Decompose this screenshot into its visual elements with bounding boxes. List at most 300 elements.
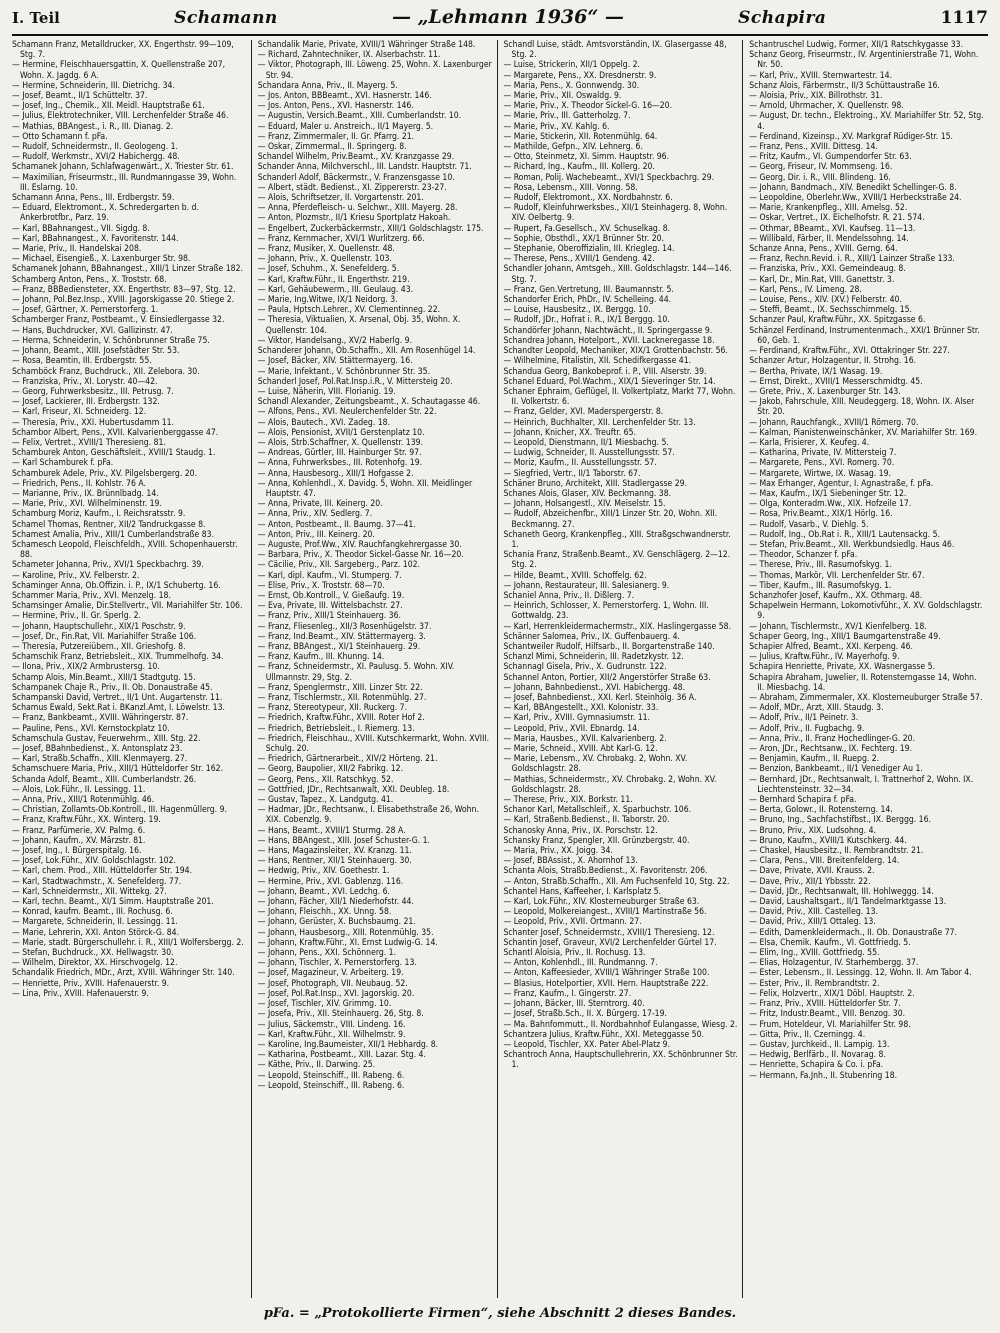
- directory-entry: — Bernhard, JDr., Rechtsanwalt, I. Trattnerhof 2, Wohn. IX. Liechtensteinstr. 32—34.: [749, 774, 974, 795]
- directory-entry: — Marie, Priv., XV. Kahlg. 6.: [503, 121, 610, 132]
- directory-entry: — Franz, Tischlermstr., XII. Rotenmühlg. 27.: [257, 693, 427, 703]
- directory-entry: — Luise, Näherin, VIII. Florianig. 19.: [257, 386, 396, 397]
- directory-entry: — Andreas, Gürtler, III. Hainburger Str. 97.: [257, 448, 422, 459]
- directory-entry: Schannagl Gisela, Priv., X. Gudrunstr. 122.: [503, 662, 667, 673]
- directory-entry: — Theresia, Priv., XXI. Hubertusdamm 11.: [12, 417, 175, 428]
- directory-entry: — Franz, Kaufm., I. Gingerstr. 27.: [503, 988, 632, 999]
- directory-entry: — Konrad, kaufm. Beamt., III. Rochusg. 6.: [12, 907, 173, 918]
- directory-entry: — Mathias, BBAngest., i. R., III. Dianag. 2.: [12, 121, 174, 132]
- directory-entry: — Josefa, Priv., XII. Steinhauerg. 26, Stg. 8.: [257, 1009, 424, 1020]
- directory-entry: — Johann, Holsangestl., XIV. Meiselstr. 15.: [503, 499, 666, 510]
- directory-entry: — Rudolf, Elektromont., XX. Nordbahnstr. 6.: [503, 193, 673, 204]
- directory-entry: — Maximilian, Friseurmstr., III. Rundmanngasse 39, Wohn. III. Eslarng. 10.: [12, 172, 237, 193]
- directory-entry: — Johann, Rauchfangk., XVIII/1 Römerg. 70.: [749, 417, 919, 428]
- directory-entry: — Franziska, Priv., XXI. Gemeindeaug. 8.: [749, 264, 906, 275]
- header-rule: [12, 34, 988, 36]
- directory-entry: Schaminger Anna, Ob.Offizin. i. P., IX/1 Schubertg. 16.: [12, 580, 221, 591]
- directory-entry: Schamböck Franz, Buchdruck., XII. Zelebora. 30.: [12, 366, 200, 377]
- page-header: [12, 6, 988, 32]
- directory-entry: — Rosa, Priv.Beamt., XIX/1 Hörlg. 16.: [749, 509, 893, 520]
- directory-entry: — Richard, Zahntechniker, IX. Alserbachstr. 11.: [257, 50, 441, 61]
- directory-entry: Schanderl Adolf, Bäckermstr., V. Franzensgasse 10.: [257, 172, 455, 183]
- directory-entry: — Marie, Lebensm., XV. Chrobakg. 2, Wohn. XV. Goldschlagstr. 28.: [503, 754, 688, 775]
- footer-note: pFa. = „Protokollierte Firmen“, siehe Abschnitt 2 dieses Bandes.: [263, 1306, 737, 1321]
- directory-entry: — Franz, Fliesenleg., XII/3 Rosenhügelstr. 37.: [257, 621, 432, 632]
- directory-entry: — Hermann, Fa.Jnh., II. Stubenring 18.: [749, 1070, 898, 1081]
- directory-entry: — Bertha, Private, IX/1 Wasag. 19.: [749, 366, 883, 377]
- directory-entry: Schamschuere Maria, Priv., XIII/1 Hütteldorfer Str. 162.: [12, 764, 224, 775]
- directory-entry: — Bruno, Priv., XIX. Ludsohng. 4.: [749, 825, 876, 836]
- directory-entry: — Karoline, Priv., XV. Felberstr. 2.: [12, 570, 140, 581]
- directory-entry: — Anna, Fuhrwerksbes., III. Rotenhofg. 19.: [257, 458, 423, 469]
- directory-entry: — Jakob, Fahrschule, XIII. Neudeggerg. 18, Wohn. IX. Alser Str. 20.: [749, 397, 975, 418]
- column-3: [504, 40, 744, 1298]
- directory-entry: — Margarete, Wirtwe, IX. Wasag. 19.: [749, 468, 891, 479]
- directory-entry: — Rudolf, Kleinfuhrwerksbes., XII/1 Steinhagerg. 8, Wohn. XIV. Oelbertg. 9.: [503, 203, 728, 224]
- directory-entry: — Theresia, Viktualien, X. Arsenal, Obj. 35, Wohn. X. Quellenstr. 104.: [257, 315, 461, 336]
- directory-entry: — Franz, Bankbeamt., XVIII. Währingerstr. 87.: [12, 713, 189, 724]
- directory-entry: — Johann, Fächer, XII/1 Niederhofstr. 44.: [257, 897, 414, 908]
- directory-entry: — Henriette, Schapira & Co. i. pFa.: [749, 1060, 884, 1071]
- directory-entry: Schapelwein Hermann, Lokomotivführ., X. XV. Goldschlagstr. 9.: [749, 601, 983, 622]
- directory-entry: — Ernst, Direkt., XVIII/1 Messerschmidtg. 45.: [749, 376, 923, 387]
- directory-entry: — Jos. Anton, Pens., XVI. Hasnerstr. 146.: [257, 101, 414, 112]
- directory-entry: — Hans, Magazinsleiter, XV. Kranzg. 11.: [257, 846, 412, 857]
- directory-entry: Schandara Anna, Priv., II. Mayerg. 5.: [257, 80, 398, 91]
- directory-entry: — Josef, Bahnbedienst., XXI. Kerl. Steinhölg. 36 A.: [503, 693, 697, 703]
- directory-entry: Schapier Alfred, Beamt., XXI. Kerpeng. 46.: [749, 641, 913, 652]
- directory-entry: — Anna, Hausbesorg., XIII/1 Hofgasse 2.: [257, 468, 414, 479]
- directory-entry: — Josef, Photograph, VII. Neubaug. 52.: [257, 978, 408, 989]
- directory-entry: — Elsa, Chemik. Kaufm., VI. Gottfriedg. 5.: [749, 937, 911, 948]
- directory-entry: — Hermine, Fleischhauersgattin, X. Quellenstraße 207, Wohn. X. Jagdg. 6 A.: [12, 60, 226, 81]
- directory-entry: — Jos. Anton, BBBeamt., XVI. Hasnerstr. 146.: [257, 91, 432, 102]
- directory-entry: — Eva, Private, III. Wittelsbachstr. 27.: [257, 601, 403, 612]
- directory-entry: — Josef, Bäcker, XIV. Stättermayerg. 16.: [257, 356, 413, 367]
- directory-entry: — Johann, Tischlermstr., XV/1 Kienfelberg. 18.: [749, 621, 927, 632]
- directory-entry: — Karl, Kraftw.Führ., XII. Wilhelmstr. 9.: [257, 1029, 406, 1040]
- directory-entry: — Paula, Hptsch.Lehrer., XV. Clementinneg. 22.: [257, 305, 441, 316]
- directory-entry: Schamschula Gustav, Feuerwehrm., XIII. Stg. 22.: [12, 733, 201, 744]
- directory-entry: — Viktor, Photograph, III. Löweng. 25, Wohn. X. Laxenburger Str. 94.: [257, 60, 492, 81]
- directory-entry: — Karl, chem. Prod., XIII. Hütteldorfer Str. 194.: [12, 866, 193, 877]
- directory-entry: — Kalman, Pianistenweinschänker, XV. Mariahilfer Str. 169.: [749, 427, 978, 438]
- directory-entry: — Johann, Hausbesorg., XIII. Rotenmühlg. 35.: [257, 927, 434, 938]
- directory-entry: — Leopold, Priv., XVII. Ebnardg. 14.: [503, 723, 640, 734]
- directory-entry: Schandorfer Erich, PhDr., IV. Schelleing. 44.: [503, 295, 672, 306]
- directory-entry: — Benzion, Bankbeamt., II/1 Venediger Au 1.: [749, 764, 923, 775]
- directory-entry: — Käthe, Priv., II. Darwing. 25.: [257, 1060, 376, 1071]
- directory-entry: — Engelbert, Zuckerbäckermstr., XIII/1 Goldschlagstr. 175.: [257, 223, 484, 234]
- directory-entry: — Gottfried, JDr., Rechtsanwalt, XXI. Deubleg. 18.: [257, 784, 450, 795]
- directory-entry: — Karl, Schneidermstr., XII. Wittekg. 27.: [12, 886, 167, 897]
- directory-entry: Schamus Ewald, Sekt.Rat i. BKanzl.Amt, I. Löwelstr. 13.: [12, 703, 225, 714]
- directory-entry: — Frum, Hoteldeur, VI. Mariahilfer Str. 98.: [749, 1019, 911, 1030]
- directory-entry: — Ma. Bahnfommutt., II. Nordbahnhof Eulangasse, Wiesg. 2.: [503, 1019, 738, 1030]
- directory-entry: Schamann Franz, Metalldrucker, XX. Engerthstr. 99—109, Stg. 7.: [12, 40, 234, 61]
- directory-entry: — Thomas, Markör, VII. Lerchenfelder Str. 67.: [749, 570, 925, 581]
- directory-entry: Schanel Eduard, Pol.Wachm., XIX/1 Sieveringer Str. 14.: [503, 376, 716, 387]
- directory-entry: — Johann, Pens., XXI. Schönnerg. 1.: [257, 948, 397, 959]
- directory-entry: — Leopoldine, Oberlehr.Ww., XVIII/1 Herbeckstraße 24.: [749, 193, 962, 204]
- directory-entry: — Siegfried, Vertr., II/1 Taborstr. 67.: [503, 468, 641, 479]
- directory-entry: — Bernhard Schapira f. pFa.: [749, 795, 857, 806]
- directory-entry: Schambor Albert, Pens., XVII. Kalvarienberggasse 47.: [12, 427, 219, 438]
- directory-entry: — Katharina, Postbeamt., XIII. Lazar. Stg. 4.: [257, 1050, 426, 1061]
- directory-entry: — Eduard, Elektromont., X. Schredergarten b. d. Ankerbrotfbr., Parz. 19.: [12, 203, 199, 224]
- directory-entry: — Roman, Polij. Wachebeamt., XVI/1 Speckbachrg. 29.: [503, 172, 715, 183]
- directory-entry: — Karl, BBAngestellt., XXI. Kolonistr. 33.: [503, 703, 659, 714]
- directory-entry: — Johann, Pol.Bez.Insp., XVIII. Jagorskigasse 20. Stiege 2.: [12, 295, 235, 306]
- directory-entry: Schandalik Marie, Private, XVIII/1 Währinger Straße 148.: [257, 40, 476, 50]
- directory-entry: — Rudolf, Schneidermstr., II. Geologeng. 1.: [12, 142, 178, 153]
- directory-entry: — Adolf, Priv., II. Fugbachg. 9.: [749, 723, 865, 734]
- directory-entry: — Leopold, Dienstmann, II/1 Miesbachg. 5.: [503, 437, 669, 448]
- directory-entry: — Sophie, Obsthdl., XX/1 Brünner Str. 20.: [503, 233, 664, 244]
- directory-entry: Schaniel Anna, Priv., II. Dißlerg. 7.: [503, 590, 635, 601]
- directory-entry: — Hilde, Beamt., XVIII. Schoffelg. 62.: [503, 570, 647, 581]
- directory-entry: — Karoline, Ing.Baumeister, XII/1 Hebhardg. 8.: [257, 1039, 439, 1050]
- directory-entry: Schänner Salomea, Priv., IX. Guffenbauerg. 4.: [503, 631, 680, 642]
- directory-entry: Schaneth Georg, Krankenpfleg., XIII. Straßgschwandnerstr. 1.: [503, 529, 731, 550]
- last-surname: Schapira: [738, 8, 827, 28]
- directory-entry: — Anna, Priv., XIII/1 Rotenmühlg. 46.: [12, 795, 155, 806]
- directory-entry: — Johann, Priv., X. Quellenstr. 103.: [257, 254, 392, 265]
- directory-entry: — Josef, Gärtner, X. Pernerstorferg. 1.: [12, 305, 159, 316]
- directory-entry: — Max Erhanger, Agentur, I. Agnastraße, f. pFa.: [749, 478, 934, 489]
- directory-entry: — Othmar, BBeamt., XVI. Kaufseg. 11—13.: [749, 223, 916, 234]
- directory-entry: — Augustin, Versich.Beamt., XIII. Cumberlandstr. 10.: [257, 111, 462, 122]
- directory-entry: — Abraham, Zimmermaler, XX. Klosterneuburger Straße 57.: [749, 693, 983, 703]
- directory-entry: — Christian, Zollamts-Ob.Kontroll., III. Hagenmüllerg. 9.: [12, 805, 227, 816]
- directory-entry: — Tiber, Kaufm., III. Rasumofskyg. 1.: [749, 580, 892, 591]
- directory-entry: — Fritz, Kaufm., VI. Gumpendorfer Str. 63.: [749, 152, 912, 163]
- directory-entry: — Michael, Eisengieß., X. Laxenburger Str. 98.: [12, 254, 191, 265]
- directory-entry: Schanderl Josef, Pol.Rat.Insp.i.R., V. Mittersteig 20.: [257, 376, 453, 387]
- directory-entry: — Bruno, Ing., Sachfachstifbst., IX. Berggg. 16.: [749, 815, 931, 826]
- directory-entry: — Maria, Pens., X. Gonnwendg. 30.: [503, 80, 640, 91]
- directory-entry: — Therese, Pens., XVIII/1 Gendeng. 42.: [503, 254, 655, 265]
- directory-entry: — Josef, BBAssist., X. Ahornhof 13.: [503, 856, 638, 867]
- directory-entry: — Josef, Pol.Rat.Insp., XVI. Jagorskig. 20.: [257, 988, 415, 999]
- directory-entry: — Marie, Lehrerin, XXI. Anton Störck-G. 84.: [12, 927, 180, 938]
- directory-entry: — Theresia, Putzereiübern., XII. Grieshofg. 8.: [12, 641, 186, 652]
- directory-entry: Schandl Alexander, Zeitungsbeamt., X. Schautagasse 46.: [257, 397, 481, 408]
- directory-entry: — Margarete, Pens., XX. Dresdnerstr. 9.: [503, 70, 657, 81]
- part-label: I. Teil: [12, 9, 60, 27]
- directory-entry: — Hans, Buchdrucker, XVI. Gallizinstr. 47.: [12, 325, 173, 336]
- directory-entry: — Heinrich, Buchhalter, XII. Lerchenfelder Str. 13.: [503, 417, 696, 428]
- directory-entry: — Julius, Kraftw.Führ., IV. Mayerhofg. 9.: [749, 652, 900, 663]
- directory-entry: — Franz, Pens., XVIII. Dittesg. 14.: [749, 142, 878, 153]
- directory-entry: — Franz, Zimmermaler, II. Gr. Pfarrg. 21.: [257, 131, 415, 142]
- directory-entry: — Rosa, Lebensm., XIII. Vonng. 58.: [503, 182, 638, 193]
- directory-entry: — Mathilde, Gefpn., XIV. Lehnerg. 6.: [503, 142, 643, 153]
- directory-entry: — Ester, Priv., II. Rembrandtstr. 2.: [749, 978, 880, 989]
- directory-entry: — Anna, Private, III. Keinerg. 20.: [257, 499, 383, 510]
- directory-entry: Schanz Alois, Färbermstr., II/3 Schüttaustraße 16.: [749, 80, 940, 91]
- directory-entry: Schandel Wilhelm, Priv.Beamt., XV. Kranzgasse 29.: [257, 152, 455, 163]
- directory-entry: Schanderer Johann, Ob.Schaffn., XII. Am Rosenhügel 14.: [257, 346, 476, 357]
- directory-entry: — Friedrich, Fleischhau., XVIII. Kutschkermarkt, Wohn. XVIII. Schulg. 20.: [257, 733, 490, 755]
- directory-entry: — Anton, Kaffeesieder, XVIII/1 Währinger Straße 100.: [503, 968, 710, 979]
- directory-entry: — Friedrich, Betriebsleit., I. Riemerg. 13.: [257, 723, 415, 734]
- directory-entry: — Johann, Beamt., XIII. Josefstädter Str. 53.: [12, 346, 180, 357]
- directory-entry: — Franz, Spenglermstr., XIII. Linzer Str. 22.: [257, 682, 423, 693]
- directory-entry: Schanzl Mimi, Schneiderin, III. Radetzkystr. 12.: [503, 652, 684, 663]
- directory-entry: — Fritz, Industr.Beamt., VIII. Benzog. 30.: [749, 1009, 906, 1020]
- directory-entry: Schamburek Adele, Priv., XV. Pilgelsbergerg. 20.: [12, 468, 198, 479]
- directory-entry: — Olga, Konteradm.Ww., XIX. Hofzeile 17.: [749, 499, 912, 510]
- directory-entry: — Josef, Ing., Chemik., XII. Meidl. Hauptstraße 61.: [12, 101, 205, 112]
- directory-entry: Schampanski David, Vertret., II/1 Unt. Augartenstr. 11.: [12, 693, 223, 703]
- directory-entry: — Dave, Priv., XII/1 Ybbsstr. 22.: [749, 876, 871, 887]
- directory-entry: — Franz, Parfümerie, XV. Palmg. 6.: [12, 825, 146, 836]
- directory-entry: — Franz, Priv., XVIII. Hütteldorfer Str. 7.: [749, 999, 901, 1010]
- directory-entry: — Marie, Ing.Witwe, IX/1 Neidorg. 3.: [257, 295, 398, 306]
- directory-entry: — Julius, Elektrotechniker, VIII. Lerchenfelder Straße 46.: [12, 111, 229, 122]
- directory-entry: Schäner Bruno, Architekt, XIII. Stadlergasse 29.: [503, 478, 688, 489]
- directory-entry: — Josef, Schuhm., X. Senefelderg. 5.: [257, 264, 400, 275]
- column-2: [258, 40, 498, 1298]
- directory-entry: — Auguste, Prof.Ww., XIV. Rauchfangkehrergasse 30.: [257, 539, 462, 550]
- directory-entry: Schanosky Anna, Priv., IX. Porschstr. 12.: [503, 825, 658, 836]
- directory-entry: — Marianne, Priv., IX. Brünnlbadg. 14.: [12, 488, 159, 499]
- directory-entry: — Franz, Gelder, XVI. Maderspergerstr. 8.: [503, 407, 664, 418]
- directory-entry: — Marie, Priv., X. Theodor Sickel-G. 16—20.: [503, 101, 673, 112]
- directory-entry: — Barbara, Priv., X. Theodor Sickel-Gasse Nr. 16—20.: [257, 550, 464, 561]
- directory-entry: — Franz, Ind.Beamt., XIV. Stättermayerg. 3.: [257, 631, 426, 642]
- directory-entry: — Julius, Säckemstr., VIII. Lindeng. 16.: [257, 1019, 406, 1030]
- directory-entry: Schantroch Anna, Hauptschullehrerin, XX. Schönbrunner Str. 1.: [503, 1050, 738, 1071]
- directory-entry: — Franz, Stereotypeur, XII. Ruckerg. 7.: [257, 703, 408, 714]
- directory-entry: — Oskar, Vertret., IX. Eichelhofstr. R. 21. 574.: [749, 213, 925, 224]
- directory-entry: — Stefan, Priv.Beamt., XII. Werkbundsiedlg. Haus 46.: [749, 539, 955, 550]
- directory-entry: — Adolf, MDr., Arzt, XIII. Staudg. 3.: [749, 703, 884, 714]
- directory-entry: — Heinrich, Schlosser, X. Pernerstorferg. 1, Wohn. III. Gottwaldg. 23.: [503, 601, 709, 622]
- directory-entry: Schamburek Anton, Geschäftsleit., XVIII/1 Staudg. 1.: [12, 448, 216, 459]
- directory-entry: — Franz, Kernmacher, XVI/1 Wurlitzerg. 66.: [257, 233, 425, 244]
- directory-entry: Schamberger Franz, Postbeamt., V. Einsiedlergasse 32.: [12, 315, 225, 326]
- directory-entry: — Hadmar, JDr., Rechtsanw., I. Elisabethstraße 26, Wohn. XIX. Cobenzlg. 9.: [257, 805, 479, 826]
- directory-entry: Schamanek Johann, BBahnangest., XIII/1 Linzer Straße 182.: [12, 264, 243, 275]
- directory-entry: — Otto Schamann f. pFa.: [12, 131, 108, 142]
- directory-entry: Schandler Johann, Amtsgeh., XIII. Goldschlagstr. 144—146. Stg. 7.: [503, 264, 732, 285]
- directory-entry: — Hedwig, Berlfärb., II. Novarag. 8.: [749, 1050, 886, 1061]
- directory-entry: — Rudolf, Vasarb., V. Diehlg. 5.: [749, 519, 869, 530]
- directory-entry: — Louise, Pens., XIV. (XV.) Felberstr. 40.: [749, 295, 902, 306]
- directory-entry: — Leopold, Molkereiangest., XVIII/1 Martinstraße 56.: [503, 907, 707, 918]
- directory-entry: — Pauline, Pens., XVI. Kernstockplatz 10.: [12, 723, 170, 734]
- directory-entry: — Wilhelm, Direktor, XX. Hirschvogelg. 12.: [12, 958, 178, 969]
- directory-entry: Schander Anna, Milchverschl., III. Landstr. Hauptstr. 71.: [257, 162, 472, 173]
- directory-entry: — Josef, Straßb.Sch., II. X. Bürgerg. 17-19.: [503, 1009, 667, 1020]
- directory-entry: — Clara, Pens., VIII. Breitenfelderg. 14.: [749, 856, 900, 867]
- directory-entry: — Herma, Schneiderin, V. Schönbrunner Straße 75.: [12, 335, 210, 346]
- directory-entry: — Georg, Fuhrwerksbesitz., III. Petrusg. 7.: [12, 386, 174, 397]
- directory-entry: Schandua Georg, Bankobeprof. i. P., VIII. Alserstr. 39.: [503, 366, 707, 377]
- directory-entry: — Blasius, Hotelportier, XVII. Hern. Hauptstraße 222.: [503, 978, 709, 989]
- directory-entry: — Johann, Bäcker, III. Sterntrorg. 40.: [503, 999, 645, 1010]
- directory-entry: — Willibald, Färber, II. Mendelssohng. 14.: [749, 233, 909, 244]
- directory-entry: — Franz, Rechn.Revid. i. R., XIII/1 Lainzer Straße 133.: [749, 254, 955, 265]
- directory-entry: — Marie, Priv., III. Gatterholzg. 7.: [503, 111, 631, 122]
- directory-entry: — Ester, Lebensm., II. Lessingg. 12, Wohn. II. Am Tabor 4.: [749, 968, 972, 979]
- directory-entry: — Karl, Friseur, XI. Schneiderg. 12.: [12, 407, 147, 418]
- directory-entry: — Maria, Hausbes., XVII. Kalvarienberg. 2.: [503, 733, 667, 744]
- directory-entry: — Max, Kaufm., IX/1 Siebeninger Str. 12.: [749, 488, 907, 499]
- directory-entry: — Wilhelmine, Fitalistin, XII. Schedifkergasse 41.: [503, 356, 692, 367]
- directory-entry: — Maria, Priv., XX. Joigg. 34.: [503, 846, 613, 857]
- directory-entry: — Theodor, Schanzer f. pFa.: [749, 550, 858, 561]
- directory-entry: Schantel Hans, Kaffeeher, I. Karlsplatz 5.: [503, 886, 662, 897]
- directory-entry: — Johann, Kraftw.Führ., XI. Ernst Ludwig-G. 14.: [257, 937, 438, 948]
- directory-entry: — Henriette, Priv., XVIII. Hafenauerstr. 9.: [12, 978, 170, 989]
- page-number: 1117: [940, 8, 988, 28]
- directory-entry: Schamann Anna, Pens., III. Erdbergstr. 59.: [12, 193, 175, 204]
- directory-entry: — Anton, Plozmstr., II/1 Kriesu Sportplatz Hakoah.: [257, 213, 451, 224]
- directory-entry: — Viktor, Handelsang., XV/2 Haberlg. 9.: [257, 335, 413, 346]
- directory-entry: — Felix, Vertret., XVIII/1 Theresieng. 81.: [12, 437, 166, 448]
- directory-entry: Schamp Alois, Min.Beamt., XIII/1 Stadtgutg. 15.: [12, 672, 196, 683]
- directory-entry: — Leopold, Priv., XVII. Ortmann. 27.: [503, 917, 642, 928]
- directory-entry: — Anton, Straßb.Schaffn., XII. Am Fuchsenfeld 10, Stg. 22.: [503, 876, 730, 887]
- directory-entry: — Karl, Priv., XVIII. Sternwartestr. 14.: [749, 70, 893, 81]
- directory-entry: — Karl, Stadtwachmstr., X. Senefelderg. 77.: [12, 876, 182, 887]
- directory-entry: — Anton, Priv., III. Keinerg. 20.: [257, 529, 375, 540]
- directory-entry: — David, Laushaltsgart., II/1 Tandelmarktgasse 13.: [749, 897, 947, 908]
- directory-entry: — Franz, Gen.Vertretung, III. Baumannstr. 5.: [503, 284, 674, 295]
- directory-entry: — Marie, Priv., XVI. Wilhelminenstr. 19.: [12, 499, 162, 510]
- directory-entry: — Karl, dipl. Kaufm., VI. Stumperg. 7.: [257, 570, 402, 581]
- directory-entry: — Hans, BBAngest., XIII. Josef Schuster-G. 1.: [257, 835, 431, 846]
- directory-entry: — Johann, Beamt., XVI. Ledchg. 6.: [257, 886, 390, 897]
- directory-entry: — Josef, BBahnbedienst., X. Antonsplatz 23.: [12, 744, 183, 755]
- directory-columns: [12, 40, 988, 1298]
- directory-entry: Schannel Anton, Portier, XII/2 Angerstörfer Straße 63.: [503, 672, 711, 683]
- directory-entry: — Anna, Priv., II. Franz Hochedlinger-G. 20.: [749, 733, 916, 744]
- directory-entry: — Mathias, Schneidermstr., XV. Chrobakg. 2, Wohn. XV. Goldschlagstr. 28.: [503, 774, 717, 795]
- directory-entry: — David, Priv., XIII/1 Ottaleg. 13.: [749, 917, 876, 928]
- directory-entry: — Leopold, Steinschiff., III. Rabeng. 6.: [257, 1080, 405, 1091]
- directory-entry: Schandalik Friedrich, MDr., Arzt, XVIII. Währinger Str. 140.: [12, 968, 235, 979]
- directory-entry: — Ilona, Priv., XIX/2 Armbrustersg. 10.: [12, 662, 160, 673]
- directory-entry: — Marie, Priv., II. Handelskai 208.: [12, 244, 142, 255]
- directory-entry: — Aron, JDr., Rechtsanw., IX. Fechterg. 19.: [749, 744, 913, 755]
- directory-entry: — Gitta, Priv., II. Czerningg. 4.: [749, 1029, 866, 1040]
- directory-entry: — Hermine, Schneiderin, III. Dietrichg. 34.: [12, 80, 175, 91]
- directory-entry: — Franz, BBBediensteter, XX. Engerthstr. 83—97, Stg. 12.: [12, 284, 236, 295]
- directory-entry: — Johann, Tischler, X. Pernerstorferg. 13.: [257, 958, 417, 969]
- directory-entry: — August, Dr. techn., Elektroing., XV. Mariahilfer Str. 52, Stg. 4.: [749, 111, 984, 132]
- directory-entry: Schania Franz, Straßenb.Beamt., XV. Genschlägerg. 2—12. Stg. 2.: [503, 550, 731, 571]
- directory-entry: Schamsinger Amalie, Dir.Stellvertr., VII. Mariahilfer Str. 106.: [12, 601, 243, 612]
- directory-entry: — Leopold, Tischler, XX. Pater Abel-Platz 9.: [503, 1039, 671, 1050]
- directory-entry: — Karl, BBahnangest., VII. Sigdg. 8.: [12, 223, 150, 234]
- directory-entry: — Karl, BBahnangest., X. Favoritenstr. 144.: [12, 233, 179, 244]
- directory-entry: — Leopold, Steinschiff., III. Rabeng. 6.: [257, 1070, 405, 1081]
- directory-entry: — Elias, Holzagentur, IV. Starhembergg. 37.: [749, 958, 919, 969]
- directory-entry: — Rosa, Beamtin, III. Erdbergstr. 55.: [12, 356, 152, 367]
- directory-entry: Schansky Franz, Spengler, XII. Grünzbergstr. 40.: [503, 835, 690, 846]
- directory-entry: — Margarete, Schneiderin, II. Lessingg. 11.: [12, 917, 178, 928]
- directory-entry: — Rupert, Fa.Gesellsch., XV. Schuselkag. 8.: [503, 223, 671, 234]
- directory-entry: — Ferdinand, Kraftw.Führ., XVI. Ottakringer Str. 227.: [749, 346, 950, 357]
- directory-entry: — Karl, Straßb.Schaffn., XIII. Klenmayerg. 27.: [12, 754, 188, 765]
- directory-entry: — Franz, Musiker, X. Quellenstr. 48.: [257, 244, 395, 255]
- directory-entry: — Anton, Kohlenhdl., III. Rundmanng. 7.: [503, 958, 658, 969]
- directory-entry: Schanzer Artur, Holzagentur, II. Strohg. 16.: [749, 356, 917, 367]
- directory-entry: — Alfons, Pens., XVI. Neulerchenfelder Str. 22.: [257, 407, 437, 418]
- directory-entry: — Johann, Bandmach., XIV. Benedikt Schellinger-G. 8.: [749, 182, 957, 193]
- directory-entry: — Therese, Priv., XIX. Borkstr. 11.: [503, 795, 633, 806]
- directory-entry: — Otto, Steinmetz, XI. Simm. Hauptstr. 96.: [503, 152, 670, 163]
- directory-entry: — Franz, Kaufm., III. Khunng. 14.: [257, 652, 385, 663]
- directory-entry: — Karl, Priv., XVIII. Gymnasiumstr. 11.: [503, 713, 651, 724]
- column-4: [749, 40, 988, 1298]
- directory-entry: — Georg, Dir. i. R., VIII. Blindeng. 16.: [749, 172, 891, 183]
- directory-entry: Schanzer Paul, Kraftw.Führ., XX. Spitzgasse 6.: [749, 315, 926, 326]
- directory-entry: — Josef, Dr., Fin.Rat, VII. Mariahilfer Straße 106.: [12, 631, 197, 642]
- directory-entry: — Ferdinand, Kizeinsp., XV. Markgraf Rüdiger-Str. 15.: [749, 131, 954, 142]
- directory-entry: Schammer Maria, Priv., XVI. Menzelg. 18.: [12, 590, 171, 601]
- directory-entry: — Lina, Priv., XVIII. Hafenauerstr. 9.: [12, 988, 149, 999]
- directory-entry: — Hedwig, Priv., XIV. Goethestr. 1.: [257, 866, 390, 877]
- directory-entry: — Josef, Beamt., II/1 Schütteltr. 37.: [12, 91, 148, 102]
- directory-entry: — Friedrich, Pens., II. Kohlstr. 76 A.: [12, 478, 146, 489]
- directory-entry: Schantruschel Ludwig, Former, XII/1 Ratschkygasse 33.: [749, 40, 964, 50]
- directory-entry: — Hans, Beamt., XVIII/1 Sturmg. 28 A.: [257, 825, 406, 836]
- directory-entry: — Stephanie, Oberoffizialin, III. Kriegleg. 14.: [503, 244, 675, 255]
- directory-entry: — Grete, Priv., X. Laxenburger Str. 143.: [749, 386, 901, 397]
- directory-entry: — Anton, Postbeamt., II. Baumg. 37—41.: [257, 519, 416, 530]
- directory-entry: — Georg, Baupolier, XII/2 Fabrikg. 12.: [257, 764, 404, 775]
- directory-entry: Schantzera Julius, Kraftw.Führ., XXI. Meteggasse 50.: [503, 1029, 704, 1040]
- directory-entry: — Karl, Gehäubewerm., III. Geulaug. 43.: [257, 284, 414, 295]
- directory-entry: Schampanek Chaje R., Priv., II. Ob. Donaustraße 45.: [12, 682, 213, 693]
- directory-entry: Schandörfer Johann, Nachtwächt., II. Springergasse 9.: [503, 325, 713, 336]
- first-surname: Schamann: [174, 8, 278, 28]
- directory-entry: Schandl Luise, städt. Amtsvorständin, IX. Glasergasse 48, Stg. 2.: [503, 40, 727, 61]
- directory-entry: — Georg, Friseur, IV. Mommseng. 16.: [749, 162, 893, 173]
- directory-entry: — Friedrich, Kraftw.Führ., XVIII. Roter Hof 2.: [257, 713, 425, 724]
- directory-entry: — Alois, Pensionist, XVII/1 Gerstenplatz 10.: [257, 427, 425, 438]
- directory-entry: — Josef, Lackierer, III. Erdbergstr. 132.: [12, 397, 160, 408]
- directory-entry: Schanor Karl, Metallschleif., X. Sparbuchstr. 106.: [503, 805, 692, 816]
- directory-entry: — Karla, Frisierer, X. Keufeg. 4.: [749, 437, 870, 448]
- directory-entry: Schamest Amalia, Priv., XIII/1 Cumberlandstraße 83.: [12, 529, 215, 540]
- directory-entry: — Hermine, Priv., II. Gr. Sperlg. 2.: [12, 611, 141, 622]
- directory-entry: Schamanek Johann, Schlafwagenwärt., X. Triester Str. 61.: [12, 162, 234, 173]
- directory-entry: — Rudolf, JDr., Hofrat i. R., IX/1 Berggg. 10.: [503, 315, 670, 326]
- directory-entry: — David, JDr., Rechtsanwalt, III. Hohlweggg. 14.: [749, 886, 934, 897]
- directory-entry: Schanda Adolf, Beamt., XIII. Cumberlandstr. 26.: [12, 774, 197, 785]
- directory-entry: — Hans, Rentner, XII/1 Steinhauerg. 30.: [257, 856, 412, 867]
- directory-entry: — Aloisia, Priv., XIX. Billrothstr. 31.: [749, 91, 883, 102]
- directory-entry: — Cäcilie, Priv., XII. Sargeberg., Parz. 102.: [257, 560, 420, 571]
- directory-entry: Schantin Josef, Graveur, XVI/2 Lerchenfelder Gürtel 17.: [503, 937, 717, 948]
- directory-entry: — Bruno, Kaufm., XVIII/1 Kutschkerg. 44.: [749, 835, 907, 846]
- directory-entry: — Edith, Damenkleidermach., II. Ob. Donaustraße 77.: [749, 927, 958, 938]
- directory-entry: — Ernst, Ob.Kontroll., V. Gießaufg. 19.: [257, 590, 405, 601]
- directory-entry: — Johann, Knicher, XX. Treuftr. 65.: [503, 427, 636, 438]
- directory-entry: — Gustav, Tapez., X. Landgutg. 41.: [257, 795, 394, 806]
- directory-entry: — Chaskel, Hausbesitz., II. Rembrandtstr. 21.: [749, 846, 924, 857]
- directory-entry: — David, Priv., XIII. Castelleg. 13.: [749, 907, 878, 918]
- book-title: — „Lehmann 1936“ —: [392, 6, 624, 28]
- directory-entry: — Marie, Schneid., XVIII. Abt Karl-G. 12.: [503, 744, 658, 755]
- directory-entry: — Johann, Gerüster, X. Buchsbaumg. 21.: [257, 917, 416, 928]
